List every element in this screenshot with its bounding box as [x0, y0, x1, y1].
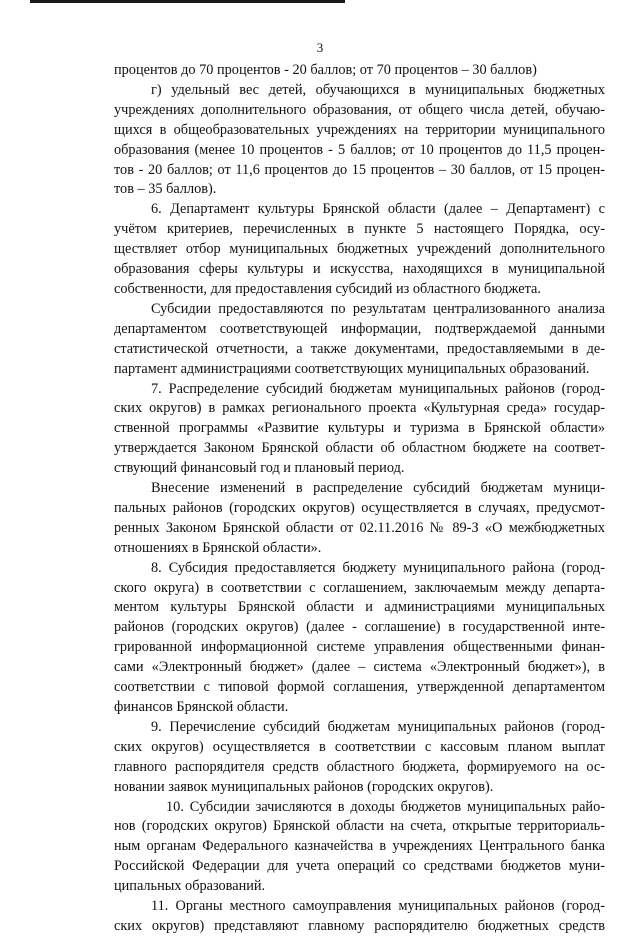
text-line: тов - 20 баллов; от 11,6 процентов до 15 процентов – 30 баллов, от 15 процен-	[114, 161, 605, 178]
text-line: грированной информационной системе управления общественными финан-	[114, 639, 605, 656]
text-line: ского округа) в соответствии с соглашением, заключаемым между департа-	[114, 579, 605, 596]
text-line: ственной программы «Развитие культуры и туризма в Брянской области»	[114, 420, 605, 437]
text-line: учреждениях дополнительного образования, от общего числа детей, обучаю-	[114, 101, 605, 118]
text-line: ренных Законом Брянской области от 02.11.2016 № 89-З «О межбюджетных	[114, 519, 605, 536]
text-line: ских округов) осуществляется в соответствии с кассовым планом выплат	[114, 738, 605, 755]
text-line: ствующий финансовый год и плановый период.	[114, 460, 405, 477]
text-line: утверждается Законом Брянской области об областном бюджете на соответ-	[114, 440, 605, 457]
text-line: тов – 35 баллов).	[114, 181, 217, 198]
text-line: щихся в общеобразовательных учреждениях на территории муниципального	[114, 121, 605, 138]
text-line: Субсидии предоставляются по результатам централизованного анализа	[151, 300, 605, 317]
text-line: 7. Распределение субсидий бюджетам муниципальных районов (город-	[151, 380, 605, 397]
text-line: новании заявок муниципальных районов (городских округов).	[114, 778, 494, 795]
text-line: партамент администрациями соответствующих муниципальных образований.	[114, 360, 590, 377]
text-line: 6. Департамент культуры Брянской области (далее – Департамент) с	[151, 201, 605, 218]
text-line: ципальных образований.	[114, 878, 266, 895]
text-line: образования сферы культуры и искусства, находящихся в муниципальной	[114, 261, 605, 278]
text-line: пальных районов (городских округов) осуществляется в случаях, предусмот-	[114, 499, 605, 516]
text-line: Российской Федерации для учета операций со средствами бюджетов муни-	[114, 858, 605, 875]
text-line: ществляет отбор муниципальных бюджетных учреждений дополнительного	[114, 241, 605, 258]
text-line: 11. Органы местного самоуправления муниципальных районов (город-	[151, 898, 605, 915]
text-line: отношениях в Брянской области».	[114, 539, 322, 556]
text-line: процентов до 70 процентов - 20 баллов; от 70 процентов – 30 баллов)	[114, 62, 537, 78]
text-line: соответствии с типовой формой соглашения, утвержденной департаментом	[114, 679, 605, 696]
text-line: Внесение изменений в распределение субсидий бюджетам муници-	[151, 480, 605, 497]
text-line: образования (менее 10 процентов - 5 баллов; от 10 процентов до 11,5 процен-	[114, 141, 605, 158]
text-line: ментом культуры Брянской области и администрациями муниципальных	[114, 599, 605, 616]
text-line: учётом критериев, перечисленных в пункте 5 настоящего Порядка, осу-	[114, 221, 605, 238]
text-line: ских округов) представляют главному распорядителю бюджетных средств	[114, 917, 605, 934]
text-line: ских округов) в рамках регионального проекта «Культурная среда» государ-	[114, 400, 605, 417]
text-line: 9. Перечисление субсидий бюджетам муниципальных районов (город-	[151, 718, 605, 735]
top-rule	[30, 0, 345, 3]
text-line: статистической отчетности, а также документами, предоставляемыми в де-	[114, 340, 605, 357]
page-number: 3	[316, 40, 324, 55]
text-line: районов (городских округов) (далее - соглашение) в государственной инте-	[114, 619, 605, 636]
text-line: главного распорядителя средств областного бюджета, формируемого на ос-	[114, 758, 605, 775]
text-line: сами «Электронный бюджет» (далее – система «Электронный бюджет»), в	[114, 659, 605, 676]
text-line: нов (городских округов) Брянской области на счета, открытые территориаль-	[114, 818, 605, 835]
text-line: 10. Субсидии зачисляются в доходы бюджетов муниципальных райо-	[166, 798, 605, 815]
text-line: департаментом соответствующей информации, подтверждаемой данными	[114, 320, 605, 337]
text-line: 8. Субсидия предоставляется бюджету муниципального района (город-	[151, 559, 605, 576]
text-line: финансов Брянской области.	[114, 699, 289, 715]
text-line: г) удельный вес детей, обучающихся в муниципальных бюджетных	[151, 81, 605, 98]
text-line: ным органам Федерального казначейства в учреждениях Центрального банка	[114, 838, 605, 855]
document-body	[114, 61, 605, 937]
text-line: собственности, для предоставления субсидий из областного бюджета.	[114, 280, 541, 297]
